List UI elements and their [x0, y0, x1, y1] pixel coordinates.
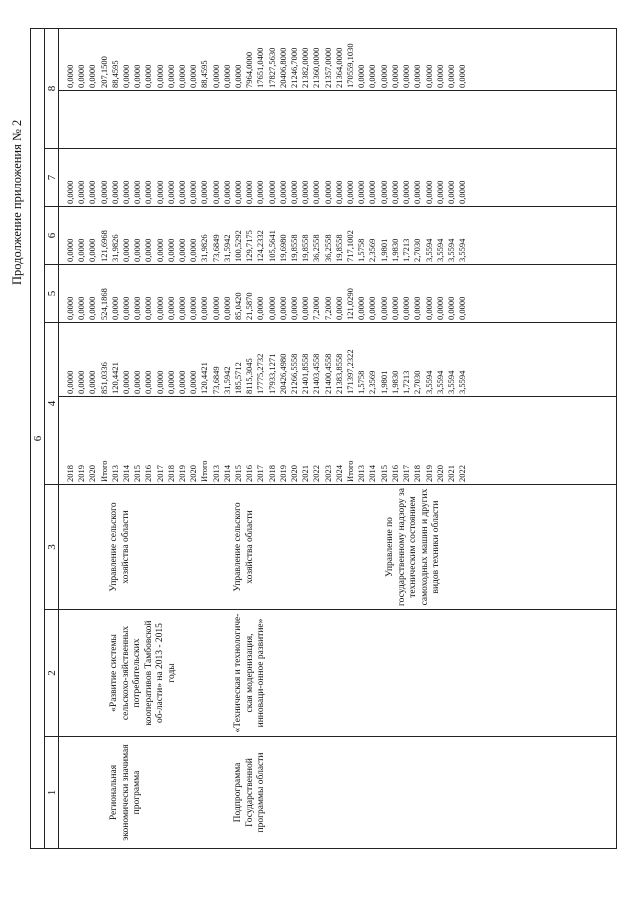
c5-value: 0,0000 — [143, 296, 154, 320]
header-col-2: 2 — [45, 610, 59, 737]
c4-value: 8115,3045 — [244, 358, 255, 394]
c4-value: 0,0000 — [76, 370, 87, 394]
c8-value: 0,0000 — [143, 64, 154, 88]
c6-value: 0,0000 — [132, 238, 143, 262]
c8-value: 0,0000 — [378, 64, 389, 88]
col5-values — [59, 265, 617, 323]
c8-value: 0,0000 — [165, 64, 176, 88]
c5-value: 0,0000 — [87, 296, 98, 320]
c5-value: 0,0000 — [188, 296, 199, 320]
col8-values — [59, 28, 617, 90]
c4-value: 171397,2322 — [345, 349, 356, 394]
c8-value: 21360,0000 — [311, 47, 322, 88]
c4-value: 20426,4980 — [277, 353, 288, 394]
c7-value: 0,0000 — [289, 180, 300, 204]
c6-value: 73,6849 — [210, 234, 221, 262]
years-value: 2015 — [233, 465, 244, 482]
c6-value: 2,3569 — [367, 238, 378, 262]
c5-value: 0,0000 — [457, 296, 468, 320]
c6-value: 100,5292 — [233, 230, 244, 262]
years-value: 2020 — [87, 465, 98, 482]
header-col-8: 8 — [45, 28, 59, 148]
c7-value: 0,0000 — [76, 180, 87, 204]
c6-value: 717,1002 — [345, 230, 356, 262]
c7-value: 0,0000 — [132, 180, 143, 204]
years-value: Итого — [98, 460, 109, 482]
c7-value: 0,0000 — [333, 180, 344, 204]
c7-value: 0,0000 — [266, 180, 277, 204]
years-value: 2023 — [322, 465, 333, 482]
c6-value: 19,8558 — [333, 234, 344, 262]
blank-column — [59, 91, 617, 149]
c8-value: 88,4595 — [109, 60, 120, 88]
c6-value: 19,6980 — [277, 234, 288, 262]
c4-value: 120,4421 — [199, 362, 210, 394]
c4-value: 0,0000 — [165, 370, 176, 394]
c7-value: 0,0000 — [143, 180, 154, 204]
c8-value: 17651,0400 — [255, 47, 266, 88]
years-value: 2014 — [367, 465, 378, 482]
c5-value: 0,0000 — [445, 296, 456, 320]
c5-value: 0,0000 — [266, 296, 277, 320]
c5-value: 0,0000 — [65, 296, 75, 320]
c7-value: 0,0000 — [345, 180, 356, 204]
program-type-subprogram: Подпрограмма Государственной программы области — [233, 752, 266, 833]
col1-cell — [59, 737, 617, 849]
col3-cell — [59, 485, 617, 610]
year-column — [59, 397, 617, 485]
years-value: 2017 — [401, 465, 412, 482]
years-value: 2016 — [389, 465, 400, 482]
header-col-6: 6 — [45, 207, 59, 265]
c7-value: 0,0000 — [233, 180, 244, 204]
years-value: Итого — [345, 460, 356, 482]
c5-value: 0,0000 — [389, 296, 400, 320]
c5-value: 0,0000 — [177, 296, 188, 320]
c5-value: 0,0000 — [76, 296, 87, 320]
c7-value: 0,0000 — [389, 180, 400, 204]
c6-value: 3,5594 — [457, 238, 468, 262]
c7-value: 0,0000 — [121, 180, 132, 204]
c6-value: 31,5942 — [221, 234, 232, 262]
c4-value: 31,5942 — [221, 366, 232, 394]
c5-value: 0,0000 — [199, 296, 210, 320]
c4-value: 1,9801 — [378, 370, 389, 394]
c4-value: 0,0000 — [65, 370, 75, 394]
years-value: 2014 — [121, 465, 132, 482]
c8-value: 0,0000 — [445, 64, 456, 88]
years-value: 2020 — [434, 465, 445, 482]
c5-value: 0,0000 — [289, 296, 300, 320]
executor-tech-supervision: Управление по государственному надзору за техническим состоянием самоходных машин и других видов техники области — [385, 488, 441, 606]
c4-value: 3,5594 — [423, 370, 434, 394]
c4-value: 3,5594 — [445, 370, 456, 394]
c8-value: 0,0000 — [367, 64, 378, 88]
c8-value: 0,0000 — [87, 64, 98, 88]
c6-value: 0,0000 — [143, 238, 154, 262]
c5-value: 0,0000 — [132, 296, 143, 320]
c7-value: 0,0000 — [412, 180, 423, 204]
program-name-modernization: «Техническая и технологиче-ская модернизация, инноваци-онное развитие» — [233, 613, 266, 733]
c4-value: 21266,5558 — [289, 353, 300, 394]
c6-value: 19,8558 — [300, 234, 311, 262]
c5-value: 0,0000 — [356, 296, 367, 320]
c7-value: 0,0000 — [378, 180, 389, 204]
years-value: 2019 — [76, 465, 87, 482]
c8-value: 0,0000 — [210, 64, 221, 88]
c4-value: 73,6849 — [210, 366, 221, 394]
c6-value: 124,2332 — [255, 230, 266, 262]
c7-value: 0,0000 — [188, 180, 199, 204]
years-value: 2017 — [154, 465, 165, 482]
years-value: 2021 — [445, 465, 456, 482]
c5-value: 0,0000 — [434, 296, 445, 320]
appendix-caption: Продолжение приложения № 2 — [10, 119, 24, 285]
c6-value: 0,0000 — [76, 238, 87, 262]
c5-value: 0,0000 — [255, 296, 266, 320]
c5-value: 7,2000 — [322, 296, 333, 320]
col2-cell — [59, 610, 617, 737]
c7-value: 0,0000 — [210, 180, 221, 204]
c5-value: 0,0000 — [221, 296, 232, 320]
header-col-7: 7 — [45, 149, 59, 207]
c6-value: 1,7213 — [401, 238, 412, 262]
years-value: 2021 — [300, 465, 311, 482]
c7-value: 0,0000 — [311, 180, 322, 204]
c5-value: 0,0000 — [121, 296, 132, 320]
c4-value: 0,0000 — [143, 370, 154, 394]
c5-value: 0,0000 — [210, 296, 221, 320]
c4-value: 3,5594 — [457, 370, 468, 394]
years-value: 2017 — [255, 465, 266, 482]
c8-value: 0,0000 — [154, 64, 165, 88]
years-value: 2018 — [165, 465, 176, 482]
c7-value: 0,0000 — [367, 180, 378, 204]
c7-value: 0,0000 — [322, 180, 333, 204]
c7-value: 0,0000 — [177, 180, 188, 204]
c7-value: 0,0000 — [87, 180, 98, 204]
c8-value: 0,0000 — [65, 64, 75, 88]
c7-value: 0,0000 — [423, 180, 434, 204]
col4-values — [59, 323, 617, 397]
c8-value: 21364,0000 — [333, 47, 344, 88]
c8-value: 0,0000 — [423, 64, 434, 88]
c8-value: 0,0000 — [434, 64, 445, 88]
header-top-number: 6 — [31, 28, 45, 848]
c4-value: 17775,2732 — [255, 353, 266, 394]
header-col-3: 3 — [45, 485, 59, 610]
c5-value: 0,0000 — [333, 296, 344, 320]
c6-value: 0,0000 — [188, 238, 199, 262]
c8-value: 0,0000 — [221, 64, 232, 88]
col6-values — [59, 207, 617, 265]
c6-value: 0,0000 — [165, 238, 176, 262]
c6-value: 3,5594 — [423, 238, 434, 262]
c5-value: 0,0000 — [165, 296, 176, 320]
c7-value: 0,0000 — [221, 180, 232, 204]
col7-values — [59, 149, 617, 207]
c8-value: 21382,0000 — [300, 47, 311, 88]
c6-value: 121,6968 — [98, 230, 109, 262]
c5-value: 121,0290 — [345, 288, 356, 320]
c7-value: 0,0000 — [154, 180, 165, 204]
years-value: 2013 — [210, 465, 221, 482]
c8-value: 0,0000 — [356, 64, 367, 88]
c6-value: 2,7030 — [412, 238, 423, 262]
c7-value: 0,0000 — [255, 180, 266, 204]
c6-value: 19,8558 — [289, 234, 300, 262]
header-col-4: 4 — [45, 323, 59, 485]
c7-value: 0,0000 — [109, 180, 120, 204]
c8-value: 7964,0000 — [244, 51, 255, 88]
c8-value: 21357,0000 — [322, 47, 333, 88]
c5-value: 0,0000 — [367, 296, 378, 320]
c6-value: 0,0000 — [65, 238, 75, 262]
c8-value: 17827,5630 — [266, 47, 277, 88]
c5-value: 0,0000 — [154, 296, 165, 320]
c7-value: 0,0000 — [165, 180, 176, 204]
c4-value: 17933,1271 — [266, 353, 277, 394]
c8-value: 0,0000 — [401, 64, 412, 88]
years-value: 2018 — [65, 465, 75, 482]
c4-value: 21400,4558 — [322, 353, 333, 394]
c7-value: 0,0000 — [244, 180, 255, 204]
c4-value: 185,5712 — [233, 362, 244, 394]
c6-value: 105,5641 — [266, 230, 277, 262]
c7-value: 0,0000 — [98, 180, 109, 204]
c7-value: 0,0000 — [401, 180, 412, 204]
c6-value: 31,9826 — [199, 234, 210, 262]
years-value: 2016 — [143, 465, 154, 482]
c8-value: 88,4595 — [199, 60, 210, 88]
years-value: Итого — [199, 460, 210, 482]
c4-value: 1,5758 — [356, 370, 367, 394]
c8-value: 20406,8000 — [277, 47, 288, 88]
c5-value: 0,0000 — [423, 296, 434, 320]
executor-agriculture-1: Управление сельского хозяйства области — [109, 502, 131, 592]
c8-value: 21246,7000 — [289, 47, 300, 88]
c6-value: 0,0000 — [121, 238, 132, 262]
header-col-5: 5 — [45, 265, 59, 323]
years-value: 2016 — [244, 465, 255, 482]
c5-value: 524,1868 — [98, 288, 109, 320]
c8-value: 170559,1030 — [345, 43, 356, 88]
c4-value: 0,0000 — [132, 370, 143, 394]
years-value: 2015 — [132, 465, 143, 482]
years-value: 2015 — [378, 465, 389, 482]
c6-value: 3,5594 — [445, 238, 456, 262]
c4-value: 0,0000 — [188, 370, 199, 394]
c4-value: 3,5594 — [434, 370, 445, 394]
c5-value: 0,0000 — [378, 296, 389, 320]
program-name-cooperatives: «Развитие системы сельскохо-зяйственных потребительских кооперативов Тамбовской об-ласти» на 2013 - 2015 годы — [109, 620, 177, 726]
c8-value: 0,0000 — [457, 64, 468, 88]
c6-value: 1,9830 — [389, 238, 400, 262]
header-col-1: 1 — [45, 737, 59, 849]
years-value: 2014 — [221, 465, 232, 482]
c4-value: 21403,4558 — [311, 353, 322, 394]
executor-agriculture-2: Управление сельского хозяйства области — [233, 502, 255, 592]
c4-value: 2,3569 — [367, 370, 378, 394]
c4-value: 0,0000 — [154, 370, 165, 394]
c6-value: 36,2558 — [322, 234, 333, 262]
budget-table — [30, 28, 617, 849]
c8-value: 0,0000 — [412, 64, 423, 88]
c7-value: 0,0000 — [199, 180, 210, 204]
c5-value: 85,0420 — [233, 292, 244, 320]
c6-value: 36,2558 — [311, 234, 322, 262]
c7-value: 0,0000 — [445, 180, 456, 204]
c4-value: 21401,8558 — [300, 353, 311, 394]
c4-value: 0,0000 — [177, 370, 188, 394]
c6-value: 31,9826 — [109, 234, 120, 262]
c5-value: 0,0000 — [412, 296, 423, 320]
years-value: 2019 — [177, 465, 188, 482]
c5-value: 0,0000 — [401, 296, 412, 320]
c6-value: 0,0000 — [177, 238, 188, 262]
years-value: 2020 — [289, 465, 300, 482]
years-value: 2020 — [188, 465, 199, 482]
program-type-regional: Региональная экономически значимая программа — [109, 744, 142, 841]
c5-value: 0,0000 — [277, 296, 288, 320]
c5-value: 7,2000 — [311, 296, 322, 320]
c7-value: 0,0000 — [300, 180, 311, 204]
c8-value: 0,0000 — [121, 64, 132, 88]
c4-value: 0,0000 — [87, 370, 98, 394]
c4-value: 21383,8558 — [333, 353, 344, 394]
years-value: 2019 — [423, 465, 434, 482]
c5-value: 0,0000 — [300, 296, 311, 320]
c7-value: 0,0000 — [356, 180, 367, 204]
c4-value: 120,4421 — [109, 362, 120, 394]
c8-value: 0,0000 — [76, 64, 87, 88]
c7-value: 0,0000 — [277, 180, 288, 204]
c4-value: 0,0000 — [121, 370, 132, 394]
c8-value: 0,0000 — [389, 64, 400, 88]
years-value: 2024 — [333, 465, 344, 482]
c4-value: 2,7030 — [412, 370, 423, 394]
c6-value: 3,5594 — [434, 238, 445, 262]
c6-value: 0,0000 — [87, 238, 98, 262]
c6-value: 1,5758 — [356, 238, 367, 262]
c8-value: 0,0000 — [188, 64, 199, 88]
c7-value: 0,0000 — [457, 180, 468, 204]
years-value: 2022 — [457, 465, 468, 482]
c5-value: 0,0000 — [109, 296, 120, 320]
years-value: 2019 — [277, 465, 288, 482]
c6-value: 1,9801 — [378, 238, 389, 262]
c4-value: 851,0336 — [98, 362, 109, 394]
c8-value: 0,0000 — [177, 64, 188, 88]
years-value: 2013 — [109, 465, 120, 482]
c6-value: 0,0000 — [154, 238, 165, 262]
years-value: 2018 — [412, 465, 423, 482]
c7-value: 0,0000 — [434, 180, 445, 204]
c4-value: 1,7213 — [401, 370, 412, 394]
c8-value: 0,0000 — [132, 64, 143, 88]
c8-value: 207,1500 — [98, 56, 109, 88]
c7-value: 0,0000 — [65, 180, 75, 204]
c6-value: 129,7175 — [244, 230, 255, 262]
c5-value: 21,5870 — [244, 292, 255, 320]
years-value: 2022 — [311, 465, 322, 482]
years-value: 2013 — [356, 465, 367, 482]
c4-value: 1,9830 — [389, 370, 400, 394]
c8-value: 0,0000 — [233, 64, 244, 88]
years-value: 2018 — [266, 465, 277, 482]
